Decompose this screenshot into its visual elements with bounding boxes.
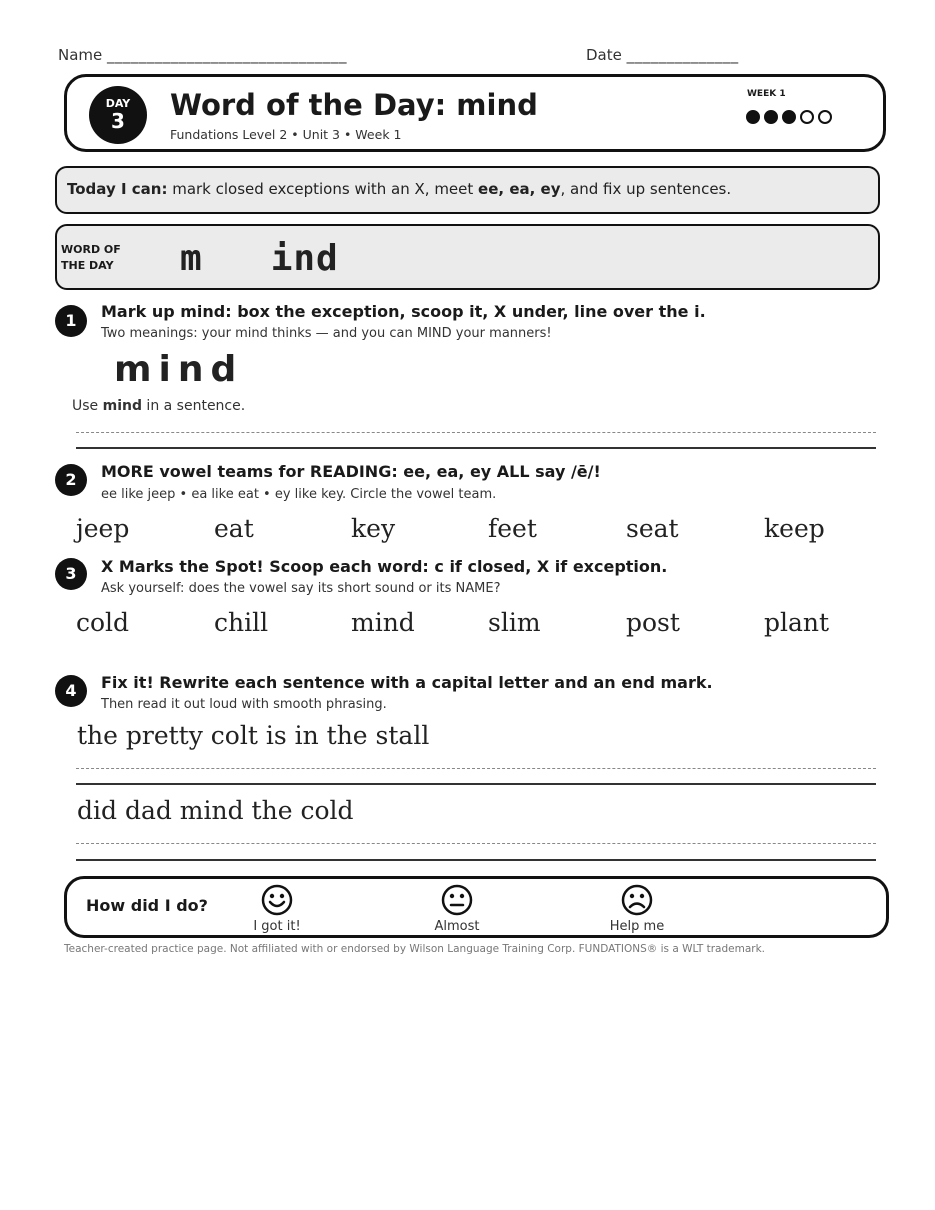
progress-dot-filled — [782, 110, 796, 124]
question-1-prompt: Mark up mind: box the exception, scoop it, X under, line over the i. — [101, 302, 706, 321]
rating-label-almost: Almost — [434, 919, 480, 934]
word-of-day-label-line1: WORD OF — [61, 243, 121, 256]
goal-lead: Today I can: — [67, 180, 168, 198]
word-of-day-label — [61, 242, 141, 274]
date-field[interactable] — [586, 46, 739, 64]
footer-disclaimer: Teacher-created practice page. Not affiliated with or endorsed by Wilson Language Training Corp. FUNDATIONS® is a WLT trademark. — [64, 943, 766, 955]
rating-label-got-it: I got it! — [253, 919, 301, 934]
use-in-sentence — [72, 398, 245, 414]
scoop-word[interactable]: cold — [76, 608, 130, 637]
progress-dot-filled — [764, 110, 778, 124]
progress-dot-empty — [800, 110, 814, 124]
goal-teams: ee, ea, ey — [478, 180, 561, 198]
progress-dot-empty — [818, 110, 832, 124]
question-number-4: 4 — [55, 675, 87, 707]
page-subtitle: Fundations Level 2 • Unit 3 • Week 1 — [170, 127, 402, 142]
goal-text-after: , and fix up sentences. — [560, 180, 732, 198]
day-label: DAY — [105, 97, 131, 110]
writing-dash-line — [76, 843, 876, 844]
day-number: 3 — [111, 109, 125, 133]
week-label: WEEK 1 — [747, 89, 786, 99]
reading-word[interactable]: keep — [764, 514, 825, 543]
writing-dash-line — [76, 432, 876, 433]
scoop-word[interactable]: post — [626, 608, 680, 637]
use-word: mind — [102, 398, 142, 414]
mark-up-word: mind — [114, 349, 244, 390]
word-of-day-box — [55, 224, 880, 290]
word-of-day-label-line2: THE DAY — [61, 259, 114, 272]
reading-word[interactable]: eat — [214, 514, 254, 543]
writing-base-line[interactable] — [76, 859, 876, 861]
neutral-face-icon[interactable] — [441, 884, 473, 916]
sentence-to-fix: the pretty colt is in the stall — [77, 721, 430, 750]
name-field[interactable] — [58, 46, 347, 64]
reading-word[interactable]: jeep — [76, 514, 130, 543]
writing-dash-line — [76, 768, 876, 769]
use-after: in a sentence. — [141, 398, 246, 414]
smile-face-icon[interactable] — [261, 884, 293, 916]
date-label: Date — [586, 46, 622, 64]
word-of-day-word: m ind — [180, 238, 339, 279]
question-4-prompt: Fix it! Rewrite each sentence with a capital letter and an end mark. — [101, 673, 713, 692]
frown-face-icon[interactable] — [621, 884, 653, 916]
name-label: Name — [58, 46, 103, 64]
sentence-to-fix: did dad mind the cold — [77, 796, 354, 825]
scoop-word[interactable]: plant — [764, 608, 830, 637]
question-number-3: 3 — [55, 558, 87, 590]
question-1-hint: Two meanings: your mind thinks — and you can MIND your manners! — [101, 326, 552, 341]
page-title: Word of the Day: mind — [170, 88, 538, 122]
progress-dot-filled — [746, 110, 760, 124]
use-before: Use — [72, 398, 103, 414]
name-blank: ______________________________ — [107, 46, 348, 64]
question-4-hint: Then read it out loud with smooth phrasing. — [101, 697, 387, 712]
question-number-1: 1 — [55, 305, 87, 337]
goal-text-before: mark closed exceptions with an X, meet — [167, 180, 479, 198]
writing-base-line[interactable] — [76, 447, 876, 449]
reading-word[interactable]: feet — [488, 514, 537, 543]
question-3-hint: Ask yourself: does the vowel say its short sound or its NAME? — [101, 581, 501, 596]
question-3-prompt: X Marks the Spot! Scoop each word: c if closed, X if exception. — [101, 557, 668, 576]
question-2-prompt: MORE vowel teams for READING: ee, ea, ey ALL say /ē/! — [101, 462, 601, 481]
scoop-word[interactable]: slim — [488, 608, 541, 637]
self-rating-label: How did I do? — [86, 896, 208, 915]
rating-label-help-me: Help me — [609, 919, 665, 934]
reading-word[interactable]: key — [351, 514, 396, 543]
day-badge — [89, 86, 147, 144]
writing-base-line[interactable] — [76, 783, 876, 785]
reading-word[interactable]: seat — [626, 514, 679, 543]
goal-text — [67, 180, 731, 198]
scoop-word[interactable]: chill — [214, 608, 269, 637]
question-number-2: 2 — [55, 464, 87, 496]
scoop-word[interactable]: mind — [351, 608, 415, 637]
week-progress — [746, 110, 832, 124]
question-2-hint: ee like jeep • ea like eat • ey like key. Circle the vowel team. — [101, 487, 497, 502]
date-blank: ______________ — [626, 46, 739, 64]
